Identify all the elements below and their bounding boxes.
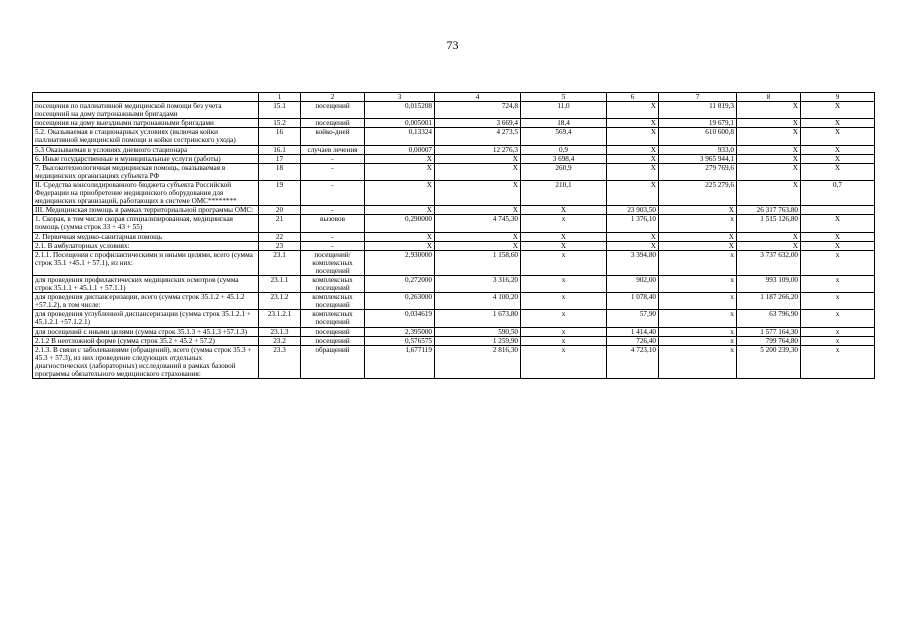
row-label-cell: посещения на дому выездными патронажными бригадами — [33, 119, 259, 128]
table-cell: x — [659, 250, 737, 275]
table-cell: x — [521, 215, 607, 232]
table-cell: 19 — [259, 180, 301, 205]
table-cell: X — [801, 119, 875, 128]
table-cell: 1 515 126,80 — [737, 215, 801, 232]
table-row — [33, 180, 875, 205]
table-cell: x — [801, 275, 875, 292]
table-cell: 11,0 — [521, 102, 607, 119]
table-cell: случаев лечения — [301, 145, 365, 154]
table-cell: 16.1 — [259, 145, 301, 154]
table-cell: X — [607, 145, 659, 154]
table-cell: 23.1.1 — [259, 275, 301, 292]
column-number-cell: 3 — [365, 93, 435, 102]
table-cell: 0,272000 — [365, 275, 435, 292]
table-cell: 1 158,60 — [435, 250, 521, 275]
table-cell: 0,015208 — [365, 102, 435, 119]
table-cell: X — [521, 206, 607, 215]
table-cell: X — [659, 241, 737, 250]
table-cell: 17 — [259, 154, 301, 163]
table-cell: 4 273,5 — [435, 128, 521, 145]
row-label-cell: 1. Скорая, в том числе скорая специализированная, медицинская помощь (сумма строк 33 + 43 + 55) — [33, 215, 259, 232]
table-cell: посещений — [301, 327, 365, 336]
table-cell: x — [659, 293, 737, 310]
row-label-cell: 6. Иные государственные и муниципальные услуги (работы) — [33, 154, 259, 163]
table-cell: 2 816,30 — [435, 345, 521, 378]
column-number-cell: 2 — [301, 93, 365, 102]
table-cell: x — [659, 336, 737, 345]
table-cell: X — [521, 241, 607, 250]
row-label-cell: для проведения углубленной диспансеризации (сумма строк 35.1.2.1 + 45.1.2.1 +57.1.2.1) — [33, 310, 259, 327]
table-cell: 3 669,4 — [435, 119, 521, 128]
table-cell: X — [435, 163, 521, 180]
table-cell: 279 769,6 — [659, 163, 737, 180]
table-cell: X — [365, 163, 435, 180]
table-cell: X — [801, 154, 875, 163]
table-cell: X — [435, 241, 521, 250]
table-cell: 0,034619 — [365, 310, 435, 327]
table-cell: 933,0 — [659, 145, 737, 154]
table-cell: комплексных посещений — [301, 275, 365, 292]
table-cell: X — [737, 232, 801, 241]
table-cell: x — [801, 250, 875, 275]
table-cell: 4 745,30 — [435, 215, 521, 232]
table-cell: 0,290000 — [365, 215, 435, 232]
column-number-cell: 5 — [521, 93, 607, 102]
table-cell: X — [737, 119, 801, 128]
table-cell: 260,9 — [521, 163, 607, 180]
table-body — [33, 93, 875, 379]
table-cell: 5 200 239,30 — [737, 345, 801, 378]
column-number-cell — [33, 93, 259, 102]
table-cell: X — [521, 232, 607, 241]
table-row — [33, 206, 875, 215]
table-cell: обращений — [301, 345, 365, 378]
table-row — [33, 293, 875, 310]
row-label-cell: 2.1. В амбулаторных условиях: — [33, 241, 259, 250]
table-cell: X — [801, 163, 875, 180]
table-cell: x — [521, 250, 607, 275]
table-row — [33, 241, 875, 250]
row-label-cell: 7. Высокотехнологичная медицинская помощь, оказываемая в медицинских организациях субъекта РФ — [33, 163, 259, 180]
table-cell: X — [737, 241, 801, 250]
table-cell: посещений — [301, 336, 365, 345]
table-cell: x — [521, 336, 607, 345]
table-cell: 19 679,1 — [659, 119, 737, 128]
table-cell: 1 259,90 — [435, 336, 521, 345]
table-cell: 23.1.2 — [259, 293, 301, 310]
table-cell: - — [301, 154, 365, 163]
table-cell: 724,8 — [435, 102, 521, 119]
table-cell: x — [659, 345, 737, 378]
table-cell: 3 316,20 — [435, 275, 521, 292]
column-number-cell: 9 — [801, 93, 875, 102]
table-cell: X — [801, 128, 875, 145]
table-cell: - — [301, 232, 365, 241]
table-cell: 18,4 — [521, 119, 607, 128]
page-number: 73 — [446, 38, 459, 52]
row-label-cell: 2.1.2 В неотложной форме (сумма строк 35.2 + 45.2 + 57.2) — [33, 336, 259, 345]
table-cell: x — [801, 336, 875, 345]
table-cell: 902,00 — [607, 275, 659, 292]
table-cell: 799 764,80 — [737, 336, 801, 345]
table-cell: койко-дней — [301, 128, 365, 145]
table-cell: X — [607, 180, 659, 205]
table-cell: 22 — [259, 232, 301, 241]
table-cell: комплексных посещений — [301, 293, 365, 310]
table-cell: X — [435, 180, 521, 205]
row-label-cell: II. Средства консолидированного бюджета субъекта Российской Федерации на приобретение медицинского оборудования для медицинских организаций, работающих в системе ОМС******** — [33, 180, 259, 205]
table-cell: X — [435, 154, 521, 163]
table-cell: 23 — [259, 241, 301, 250]
table-row — [33, 154, 875, 163]
table-cell: X — [435, 206, 521, 215]
table-cell: X — [365, 206, 435, 215]
table-cell: x — [659, 327, 737, 336]
table-cell: X — [607, 232, 659, 241]
table-cell: 1 187 266,20 — [737, 293, 801, 310]
table-cell: 2,395000 — [365, 327, 435, 336]
row-label-cell: 2.1.1. Посещения с профилактическими и иными целями, всего (сумма строк 35.1 +45.1 + 57.1), из них: — [33, 250, 259, 275]
table-row — [33, 232, 875, 241]
table-cell: 4 723,10 — [607, 345, 659, 378]
column-number-cell: 6 — [607, 93, 659, 102]
table-cell: X — [659, 206, 737, 215]
table-cell: X — [737, 145, 801, 154]
table-cell: 63 796,90 — [737, 310, 801, 327]
table-cell: - — [301, 206, 365, 215]
table-cell: x — [801, 310, 875, 327]
table-cell: посещений — [301, 102, 365, 119]
table-row — [33, 327, 875, 336]
row-label-cell: для посещений с иными целями (сумма строк 35.1.3 + 45.1.3 +57.1.3) — [33, 327, 259, 336]
table-cell: 1,677119 — [365, 345, 435, 378]
table-cell: 0,005001 — [365, 119, 435, 128]
header-row — [33, 93, 875, 102]
row-label-cell: 5.3 Оказываемая в условиях дневного стационара — [33, 145, 259, 154]
column-number-cell: 7 — [659, 93, 737, 102]
table-cell: 23.1.2.1 — [259, 310, 301, 327]
column-number-cell: 1 — [259, 93, 301, 102]
financing-table — [32, 92, 875, 379]
table-cell: X — [607, 119, 659, 128]
table-cell: 1 078,40 — [607, 293, 659, 310]
table-cell — [801, 206, 875, 215]
table-cell: 993 109,00 — [737, 275, 801, 292]
table-cell: 1 376,10 — [607, 215, 659, 232]
table-cell: x — [521, 293, 607, 310]
table-cell: 569,4 — [521, 128, 607, 145]
table-cell: X — [801, 145, 875, 154]
table-cell: 23 903,50 — [607, 206, 659, 215]
table-cell: X — [365, 241, 435, 250]
table-cell: x — [659, 215, 737, 232]
table-cell: - — [301, 241, 365, 250]
table-cell: 23.1.3 — [259, 327, 301, 336]
table-cell: X — [607, 241, 659, 250]
table-cell: 23.2 — [259, 336, 301, 345]
table-cell: X — [607, 154, 659, 163]
table-cell: x — [521, 310, 607, 327]
table-cell: X — [607, 128, 659, 145]
table-cell: 23.1 — [259, 250, 301, 275]
table-cell: 1 414,40 — [607, 327, 659, 336]
table-cell: комплексных посещений — [301, 310, 365, 327]
column-number-cell: 4 — [435, 93, 521, 102]
table-row — [33, 250, 875, 275]
table-row — [33, 119, 875, 128]
table-cell: x — [801, 345, 875, 378]
table-cell: 0,00007 — [365, 145, 435, 154]
table-row — [33, 310, 875, 327]
table-cell: 23.3 — [259, 345, 301, 378]
table-cell: X — [659, 232, 737, 241]
table-cell: 210,1 — [521, 180, 607, 205]
table-cell: X — [365, 232, 435, 241]
table-cell: x — [801, 327, 875, 336]
table-cell: вызовов — [301, 215, 365, 232]
table-cell: x — [521, 327, 607, 336]
table-cell: 0,576575 — [365, 336, 435, 345]
table-row — [33, 128, 875, 145]
table-cell: x — [659, 310, 737, 327]
table-cell: 3 737 632,00 — [737, 250, 801, 275]
table-cell: 26 317 763,80 — [737, 206, 801, 215]
table-cell: X — [801, 241, 875, 250]
table-cell: 12 276,3 — [435, 145, 521, 154]
table-cell: посещений — [301, 119, 365, 128]
table-cell: 2,930000 — [365, 250, 435, 275]
table-cell: 610 600,8 — [659, 128, 737, 145]
table-cell: 0,263000 — [365, 293, 435, 310]
table-cell: 3 394,80 — [607, 250, 659, 275]
table-cell: 4 100,20 — [435, 293, 521, 310]
table-cell: 11 819,3 — [659, 102, 737, 119]
row-label-cell: для проведения профилактических медицинских осмотров (сумма строк 35.1.1 + 45.1.1 + 57.1.1) — [33, 275, 259, 292]
table-cell: X — [607, 163, 659, 180]
table-cell: 0,7 — [801, 180, 875, 205]
table-cell: 1 673,80 — [435, 310, 521, 327]
table-cell: 21 — [259, 215, 301, 232]
table-row — [33, 215, 875, 232]
table-cell: X — [737, 102, 801, 119]
table-row — [33, 336, 875, 345]
table-row — [33, 102, 875, 119]
table-cell: - — [301, 180, 365, 205]
row-label-cell: 2.1.3. В связи с заболеваниями (обращений), всего (сумма строк 35.3 + 45.3 + 57.3), из них проведение следующих отдельных диагностических (лабораторных) исследований в рамках базовой программы обязательного медицинского страхования: — [33, 345, 259, 378]
column-number-cell: 8 — [737, 93, 801, 102]
table-cell: 1 577 164,30 — [737, 327, 801, 336]
table-row — [33, 275, 875, 292]
table-cell: 0,13324 — [365, 128, 435, 145]
table-cell: X — [435, 232, 521, 241]
table-cell: 726,40 — [607, 336, 659, 345]
table-cell: 16 — [259, 128, 301, 145]
table-cell: 18 — [259, 163, 301, 180]
table-cell: X — [737, 180, 801, 205]
table-cell: 57,90 — [607, 310, 659, 327]
table-cell: x — [521, 345, 607, 378]
table-cell: 15.2 — [259, 119, 301, 128]
table-cell: X — [801, 215, 875, 232]
table-cell: X — [737, 154, 801, 163]
table-cell: x — [659, 275, 737, 292]
table-cell: 590,50 — [435, 327, 521, 336]
row-label-cell: III. Медицинская помощь в рамках территориальной программы ОМС: — [33, 206, 259, 215]
row-label-cell: посещения по паллиативной медицинской помощи без учета посещений на дому патронажными бригадами — [33, 102, 259, 119]
row-label-cell: для проведения диспансеризации, всего (сумма строк 35.1.2 + 45.1.2 +57.1.2), в том числе: — [33, 293, 259, 310]
table-cell: 3 698,4 — [521, 154, 607, 163]
table-cell: X — [365, 180, 435, 205]
row-label-cell: 2. Первичная медико-санитарная помощь — [33, 232, 259, 241]
table-cell: 15.1 — [259, 102, 301, 119]
table-cell: x — [521, 275, 607, 292]
table-cell: X — [365, 154, 435, 163]
table-cell: посещений/ комплексных посещений — [301, 250, 365, 275]
table-cell: X — [801, 102, 875, 119]
table-cell: X — [737, 163, 801, 180]
table-cell: X — [607, 102, 659, 119]
table-cell: X — [801, 232, 875, 241]
table-row — [33, 145, 875, 154]
table-cell: 225 279,6 — [659, 180, 737, 205]
row-label-cell: 5.2. Оказываемая в стационарных условиях (включая койки паллиативной медицинской помощи и койки сестринского ухода) — [33, 128, 259, 145]
table-cell: 20 — [259, 206, 301, 215]
table-cell: 0,9 — [521, 145, 607, 154]
table-cell: X — [737, 128, 801, 145]
table-row — [33, 163, 875, 180]
table-row — [33, 345, 875, 378]
table-cell: x — [801, 293, 875, 310]
table-cell: 3 965 944,1 — [659, 154, 737, 163]
table-cell: - — [301, 163, 365, 180]
